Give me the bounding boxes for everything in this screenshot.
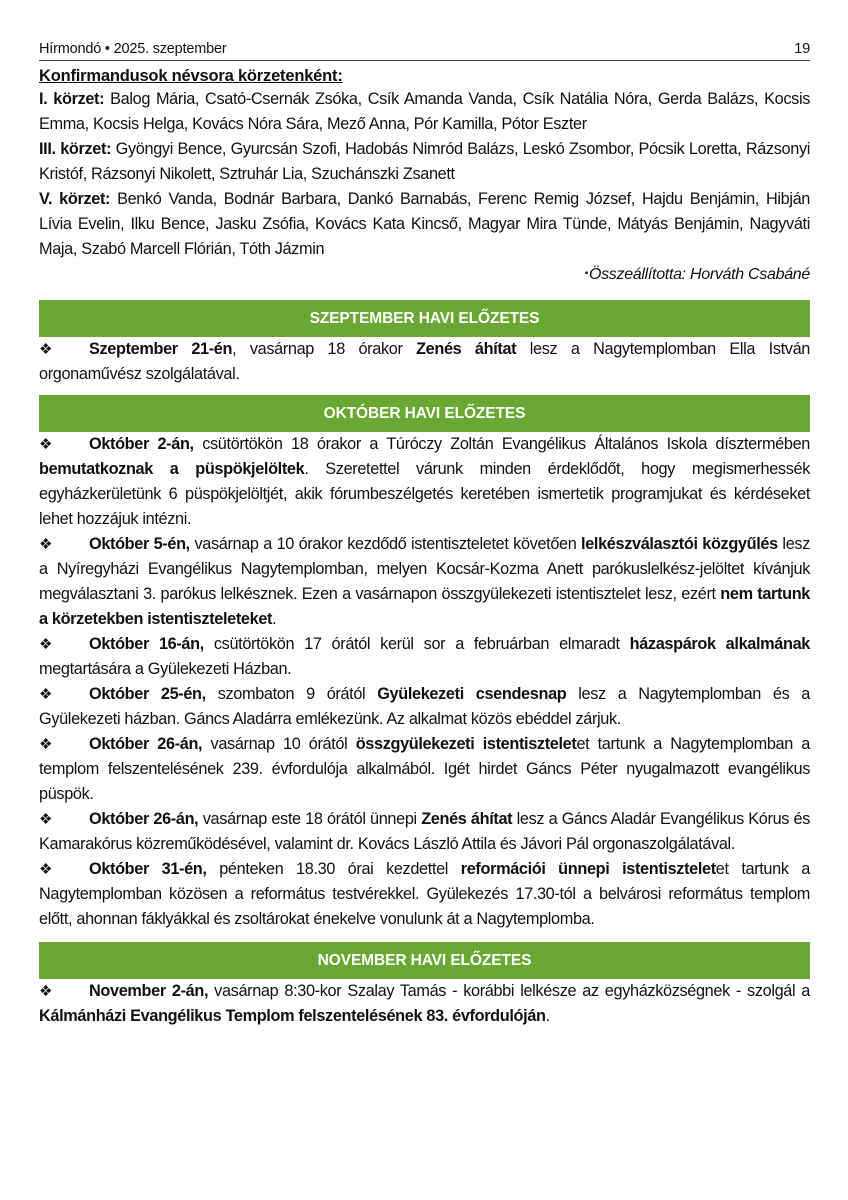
running-header <box>39 40 810 61</box>
four-diamond-bullet-icon: ❖ <box>39 436 53 453</box>
district-names: Balog Mária, Csató-Csernák Zsóka, Csík Amanda Vanda, Csík Natália Nóra, Gerda Balázs, Kocsis Emma, Kocsis Helga, Kovács Nóra Sára, Mező Anna, Pór Kamilla, Pótor Eszter <box>39 90 811 133</box>
four-diamond-bullet-icon: ❖ <box>39 636 53 653</box>
four-diamond-bullet-icon: ❖ <box>39 811 53 828</box>
event-item <box>39 632 810 682</box>
event-text: lesz a Nagytemplomban és a Gyülekezeti házban. Gáncs Aladárra emlékezünk. Az alkalmat közös ebéddel zárjuk. <box>39 685 810 728</box>
event-text: csütörtökön 18 órakor a Túróczy Zoltán Evangélikus Általános Iskola dísztermében <box>193 435 810 453</box>
four-diamond-bullet-icon: ❖ <box>39 736 53 753</box>
four-diamond-bullet-icon: ❖ <box>39 861 53 878</box>
event-text: . <box>545 1007 550 1025</box>
event-text: lesz a Gáncs Aladár Evangélikus Kórus és Kamarakórus közreműködésével, valamint dr. Kovács László Attila és Jávori Pál orgonaszolgálatával. <box>39 810 810 853</box>
event-highlight: Kálmánházi Evangélikus Templom felszentelésének 83. évfordulóján <box>39 1007 546 1025</box>
event-text: vasárnap a 10 órakor kezdődő istentiszteletet követően <box>189 535 582 553</box>
event-highlight: reformációi ünnepi istentisztelet <box>460 860 716 878</box>
event-item <box>39 337 810 387</box>
event-item <box>39 732 810 807</box>
event-item <box>39 532 810 632</box>
document-page <box>39 40 810 1029</box>
announcement-sections <box>39 300 810 1029</box>
four-diamond-bullet-icon: ❖ <box>39 341 53 358</box>
event-text: szombaton 9 órától <box>205 685 378 703</box>
event-highlight: Zenés áhítat <box>421 810 513 828</box>
event-highlight: Október 5-én, <box>89 535 190 553</box>
event-highlight: bemutatkoznak a püspökjelöltek <box>39 460 305 478</box>
event-highlight: Október 26-án, <box>89 735 203 753</box>
district-label: III. körzet: <box>39 140 112 158</box>
event-item <box>39 432 810 532</box>
event-text: csütörtökön 17 órától kerül sor a februárban elmaradt <box>203 635 630 653</box>
event-highlight: Zenés áhítat <box>416 340 517 358</box>
credit-line <box>39 262 810 286</box>
confirmands-title: Konfirmandusok névsora körzetenként: <box>39 67 343 85</box>
event-highlight: nem tartunk a körzetekben istentiszteleteket <box>39 585 810 628</box>
event-text: lesz a Nyíregyházi Evangélikus Nagytemplomban, melyen Kocsár-Kozma Anett parókuslelkész-jelöltet kívánjuk megválasztani 3. parókus lelkésznek. Ezen a vasárnapon összgyülekezeti istentisztelet lesz, ezért <box>39 535 810 603</box>
event-text: vasárnap 10 órától <box>202 735 356 753</box>
event-highlight: Október 31-én, <box>89 860 207 878</box>
event-text: megtartására a Gyülekezeti Házban. <box>39 660 292 678</box>
event-highlight: lelkészválasztói közgyűlés <box>581 535 778 553</box>
four-diamond-bullet-icon: ❖ <box>39 983 53 1000</box>
event-item <box>39 807 810 857</box>
event-text: . Szeretettel várunk minden érdeklődőt, hogy megismerhessék egyházkerületünk 6 püspökjelöltjét, akik fórumbeszélgetés keretében ismertetik programjukat és kérdéseket lehet hozzájuk intézni. <box>39 460 810 528</box>
event-text: pénteken 18.30 órai kezdettel <box>206 860 461 878</box>
event-text: et tartunk a Nagytemplomban a templom felszentelésének 239. évfordulója alkalmából. Igét hirdet Gáncs Péter nyugalmazott evangélikus püspök. <box>39 735 810 803</box>
event-text: et tartunk a Nagytemplomban közösen a református testvérekkel. Gyülekezés 17.30-tól a belvárosi református templom előtt, ahonnan fáklyákkal és zsoltárokat énekelve vonulunk át a Nagytemplomba. <box>39 860 810 928</box>
four-diamond-bullet-icon: ❖ <box>39 536 53 553</box>
district-label: V. körzet: <box>39 190 111 208</box>
event-text: . <box>272 610 277 628</box>
district-names: Benkó Vanda, Bodnár Barbara, Dankó Barnabás, Ferenc Remig József, Hajdu Benjámin, Hibján Lívia Evelin, Ilku Bence, Jasku Zsófia, Kovács Kata Kincső, Magyar Mira Tünde, Mátyás Benjámin, Nagyváti Maja, Szabó Marcell Flórián, Tóth Jázmin <box>39 190 810 258</box>
event-item <box>39 682 810 732</box>
event-highlight: Gyülekezeti csendesnap <box>377 685 567 703</box>
event-highlight: Október 16-án, <box>89 635 204 653</box>
event-highlight: Október 25-én, <box>89 685 206 703</box>
credit-text: Összeállította: Horváth Csabáné <box>588 266 810 283</box>
district-paragraph <box>39 87 810 137</box>
event-item <box>39 857 810 932</box>
district-paragraph <box>39 187 810 262</box>
event-highlight: összgyülekezeti istentisztelet <box>355 735 577 753</box>
four-diamond-bullet-icon: ❖ <box>39 686 53 703</box>
page-number: 19 <box>794 41 810 57</box>
event-text: lesz a Nagytemplomban Ella István orgonaművész szolgálatával. <box>39 340 810 383</box>
event-text: vasárnap 8:30-kor Szalay Tamás - korábbi lelkésze az egyházközségnek - szolgál a <box>208 982 811 1000</box>
event-text: , vasárnap 18 órakor <box>232 340 417 358</box>
district-names: Gyöngyi Bence, Gyurcsán Szofi, Hadobás Nimród Balázs, Leskó Zsombor, Pócsik Loretta, Rázsonyi Kristóf, Rázsonyi Nikolett, Sztruhár Lia, Szuchánszki Zsanett <box>39 140 811 183</box>
event-text: vasárnap este 18 órától ünnepi <box>198 810 422 828</box>
square-bullet-icon: ▪ <box>584 268 588 279</box>
event-item <box>39 979 810 1029</box>
section-banner: OKTÓBER HAVI ELŐZETES <box>39 395 810 432</box>
event-highlight: házaspárok alkalmának <box>629 635 810 653</box>
publication-title: Hírmondó • 2025. szeptember <box>39 41 227 57</box>
event-highlight: Október 26-án, <box>89 810 199 828</box>
event-highlight: Október 2-án, <box>89 435 194 453</box>
event-highlight: November 2-án, <box>89 982 209 1000</box>
district-label: I. körzet: <box>39 90 105 108</box>
district-paragraph <box>39 137 810 187</box>
section-banner: NOVEMBER HAVI ELŐZETES <box>39 942 810 979</box>
section-banner: SZEPTEMBER HAVI ELŐZETES <box>39 300 810 337</box>
event-highlight: Szeptember 21-én <box>89 340 233 358</box>
